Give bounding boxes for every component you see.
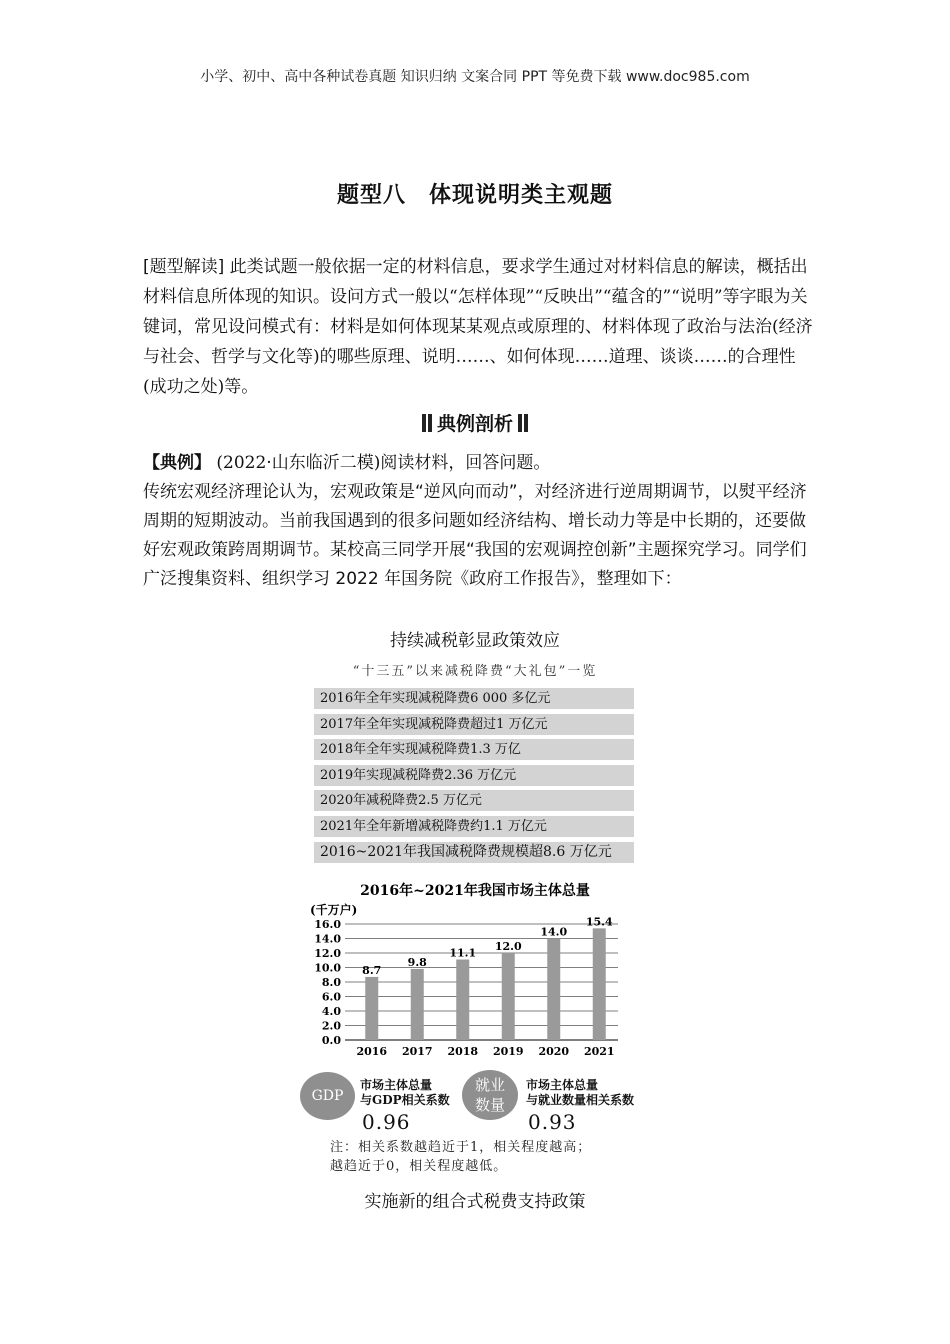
gdp-badge: GDP [300, 1072, 355, 1120]
heading-bar-icon [428, 414, 432, 432]
x-tick-label: 2019 [492, 1045, 524, 1058]
heading-bar-icon [524, 414, 528, 432]
example-tag: 【典例】 [143, 453, 211, 473]
bar-value-label: 14.0 [540, 925, 568, 939]
y-tick-label: 4.0 [321, 1005, 341, 1018]
gdp-label-line2: 与GDP相关系数 [360, 1093, 450, 1107]
employment-coefficient-label [526, 1078, 634, 1108]
y-tick-label: 10.0 [314, 961, 341, 975]
section-title: 典例剖析 [436, 413, 513, 435]
chart-bar [365, 977, 378, 1040]
x-tick-label: 2017 [401, 1045, 433, 1058]
example-line [143, 448, 550, 473]
y-tick-label: 2.0 [321, 1019, 341, 1033]
y-tick-label: 6.0 [321, 990, 341, 1004]
employment-coefficient-value: 0.93 [528, 1110, 577, 1134]
y-tick-label: 16.0 [314, 918, 341, 931]
table-row: 2018年全年实现减税降费1.3 万亿 [314, 739, 634, 760]
table-caption: “十三五”以来减税降费“大礼包”一览 [352, 664, 598, 679]
gdp-label-line1: 市场主体总量 [360, 1078, 433, 1092]
bar-value-label: 9.8 [407, 955, 427, 969]
employment-badge-line1: 就业 [474, 1076, 505, 1094]
employment-label-line2: 与就业数量相关系数 [526, 1093, 635, 1107]
table-row: 2017年全年实现减税降费超过1 万亿元 [314, 714, 634, 735]
chart-note [330, 1138, 591, 1176]
note-line2: 越趋近于0，相关程度越低。 [330, 1159, 508, 1174]
chart-title: 2016年~2021年我国市场主体总量 [360, 883, 590, 899]
table-row: 2020年减税降费2.5 万亿元 [314, 790, 634, 811]
gdp-coefficient-value: 0.96 [362, 1110, 411, 1134]
bar-value-label: 11.1 [449, 946, 477, 960]
subhead-tax-policy: 实施新的组合式税费支持政策 [364, 1192, 586, 1212]
employment-label-line1: 市场主体总量 [526, 1078, 599, 1092]
chart-bar [411, 969, 424, 1040]
x-tick-label: 2021 [583, 1045, 615, 1058]
bar-value-label: 12.0 [494, 940, 522, 953]
intro-paragraph [143, 252, 813, 402]
y-tick-label: 14.0 [314, 932, 341, 946]
chart-bar [547, 939, 560, 1041]
table-row: 2019年实现减税降费2.36 万亿元 [314, 765, 634, 786]
employment-badge-line2: 数量 [474, 1096, 505, 1114]
x-tick-label: 2020 [538, 1045, 570, 1058]
gdp-coefficient-label [360, 1078, 450, 1108]
material-paragraph: 传统宏观经济理论认为，宏观政策是“逆风向而动”，对经济进行逆周期调节，以熨平经济周期的短期波动。当前我国遇到的很多问题如经济结构、增长动力等是中长期的，还要做好宏观政策跨周期调节。某校高三同学开展“我国的宏观调控创新”主题探究学习。同学们广泛搜集资料、组织学习 2022 年国务院《政府工作报告》，整理如下： [143, 482, 807, 589]
y-tick-label: 8.0 [321, 976, 341, 989]
page-header: 小学、初中、高中各种试卷真题 知识归纳 文案合同 PPT 等免费下载 www.doc985.com [200, 69, 750, 85]
subhead-tax-effect: 持续减税彰显政策效应 [390, 631, 560, 651]
example-source: (2022·山东临沂二模)阅读材料，回答问题。 [211, 453, 551, 473]
heading-bar-icon [422, 414, 426, 432]
heading-bar-icon [518, 414, 522, 432]
x-tick-label: 2016 [356, 1045, 388, 1058]
chart-bar [456, 960, 469, 1040]
chart-ylabel: (千万户) [310, 903, 358, 917]
chart-bar [593, 928, 606, 1040]
page-title: 题型八 体现说明类主观题 [336, 183, 613, 208]
y-tick-label: 0.0 [321, 1034, 341, 1047]
note-line1: 注：相关系数越趋近于1，相关程度越高； [330, 1140, 592, 1155]
bar-value-label: 15.4 [585, 915, 613, 929]
table-row: 2016年全年实现减税降费6 000 多亿元 [314, 688, 634, 709]
section-heading [0, 409, 950, 436]
x-tick-label: 2018 [447, 1045, 479, 1058]
employment-badge [462, 1070, 518, 1120]
intro-text: 此类试题一般依据一定的材料信息，要求学生通过对材料信息的解读，概括出材料信息所体现的知识。设问方式一般以“怎样体现”“反映出”“蕴含的”“说明”等字眼为关键词，常见设问模式有：材料是如何体现某某观点或原理的、材料体现了政治与法治(经济与社会、哲学与文化等)的哪些原理、说明……、如何体现……道理、谈谈……的合理性(成功之处)等。 [143, 257, 813, 397]
table-row: 2016~2021年我国减税降费规模超8.6 万亿元 [314, 842, 634, 863]
intro-tag: [题型解读] [143, 257, 225, 277]
table-row: 2021年全年新增减税降费约1.1 万亿元 [314, 816, 634, 837]
chart-bar [502, 953, 515, 1040]
market-entities-bar-chart [300, 878, 650, 1068]
y-tick-label: 12.0 [314, 947, 341, 960]
bar-value-label: 8.7 [362, 963, 382, 977]
